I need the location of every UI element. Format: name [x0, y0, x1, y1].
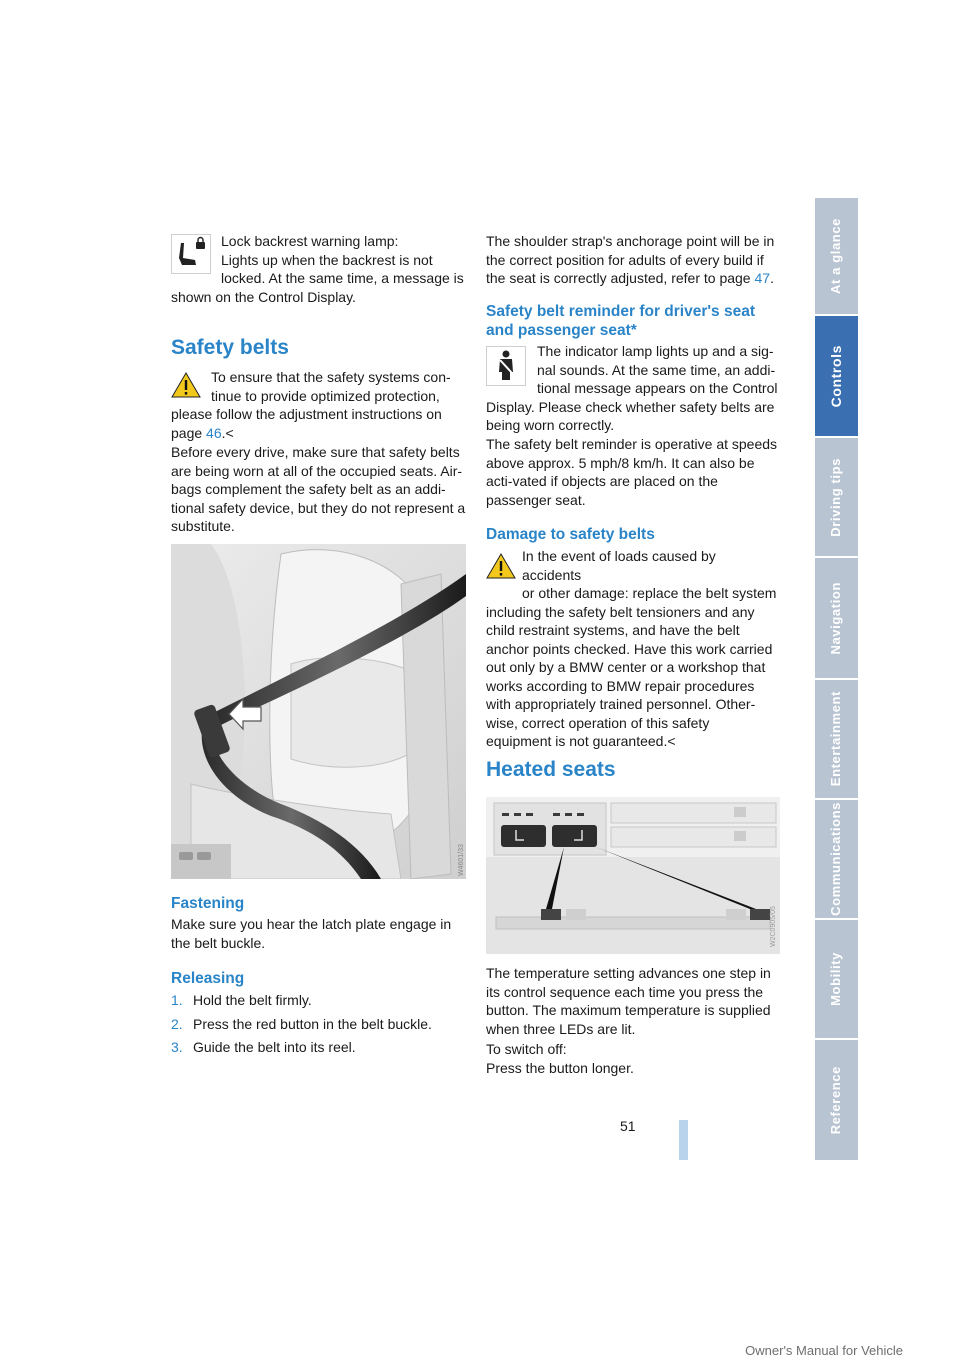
step-text: Press the red button in the belt buckle.	[193, 1015, 432, 1032]
fastening-title: Fastening	[171, 895, 245, 912]
damage-title: Damage to safety belts	[486, 526, 655, 543]
heated-paragraph: The temperature setting advances one step in its control sequence each time you press the button. The maximum temperature is supplied when three LEDs are lit.	[486, 965, 771, 1037]
safety-belts-title: Safety belts	[171, 336, 289, 359]
tab-controls[interactable]	[815, 316, 858, 436]
damage-text	[486, 547, 778, 751]
damage-rest: including the safety belt tensioners and any child restraint systems, and have the belt anchor points checked. Have this work carried out only by a BMW center or a workshop that works according to BMW repair procedures with appropriately trained personnel. Other-wise, correct operation of this safety equipment is not guaranteed.<	[486, 603, 773, 749]
switch-off-line1: To switch off:	[486, 1041, 567, 1057]
safety-warning	[171, 368, 466, 442]
tab-label: Communications	[828, 802, 844, 916]
safety-image-code: W4601/33	[458, 844, 465, 876]
step-number: 3.	[171, 1039, 183, 1055]
list-item	[171, 1015, 466, 1034]
tab-label: Mobility	[828, 952, 844, 1006]
reminder-paragraph: The safety belt reminder is operative at speeds above approx. 5 mph/8 km/h. It can also be acti-vated if objects are placed on the passenger seat.	[486, 436, 778, 508]
anchorage-end: .	[770, 270, 774, 286]
page-link-47[interactable]: 47	[754, 270, 771, 286]
tab-entertainment[interactable]	[815, 680, 858, 798]
tab-label: Navigation	[828, 581, 844, 655]
page-ref-prefix: page	[171, 424, 207, 441]
tab-label: Entertainment	[828, 691, 844, 787]
tab-at-a-glance[interactable]	[815, 198, 858, 314]
tab-reference[interactable]	[815, 1040, 858, 1160]
tab-label: Controls	[828, 344, 845, 408]
step-text: Hold the belt firmly.	[193, 992, 312, 1008]
releasing-title: Releasing	[171, 970, 245, 987]
safety-belts-paragraph: Before every drive, make sure that safety belts are being worn at all of the occupied seats. Air-bags complement the safety belt as an addi-tional safety device, but they do not represent a substitute.	[171, 444, 466, 534]
heated-seats-illustration	[486, 797, 780, 954]
reminder-line1: The indicator lamp lights up and a sig-	[537, 343, 774, 359]
list-item	[171, 1038, 466, 1057]
tab-label: Driving tips	[828, 457, 844, 537]
tab-mobility[interactable]	[815, 920, 858, 1038]
page-link-46[interactable]: 46	[206, 424, 222, 441]
tab-label: At a glance	[828, 218, 844, 294]
heated-image-code: W2C0905/05	[770, 906, 777, 947]
seat-belt-illustration	[171, 544, 466, 879]
step-number: 1.	[171, 992, 183, 1008]
lock-lamp-text	[171, 232, 466, 306]
step-text: Guide the belt into its reel.	[193, 1039, 356, 1055]
reminder-text	[486, 342, 778, 435]
safety-warning-line1: To ensure that the safety systems con-	[211, 369, 451, 385]
tab-label: Reference	[828, 1065, 844, 1135]
footer	[0, 1340, 960, 1358]
safety-warning-line2: tinue to provide optimized protection,	[211, 387, 440, 404]
tab-communications[interactable]	[815, 800, 858, 918]
safety-warning-line3: please follow the adjustment instructions on	[171, 406, 442, 422]
safety-warning-line4	[171, 424, 466, 443]
reminder-line3: tional message appears on the Control	[537, 380, 778, 396]
damage-line2: or other damage: replace the belt system	[522, 585, 777, 601]
anchorage-paragraph	[486, 232, 778, 288]
switch-off-text	[486, 1040, 778, 1077]
footer-text: Owner's Manual for Vehicle	[745, 1343, 903, 1358]
switch-off-line2: Press the button longer.	[486, 1059, 634, 1076]
tab-driving-tips[interactable]	[815, 438, 858, 556]
list-item	[171, 991, 466, 1010]
step-number: 2.	[171, 1015, 183, 1032]
lock-lamp-line4: shown on the Control Display.	[171, 288, 356, 305]
tab-navigation[interactable]	[815, 558, 858, 678]
warning-end-mark: .<	[221, 424, 234, 441]
releasing-steps	[171, 991, 466, 1057]
lock-lamp-line2: Lights up when the backrest is not	[221, 251, 433, 268]
reminder-title: Safety belt reminder for driver's seat and passenger seat*	[486, 303, 756, 339]
reminder-line2: nal sounds. At the same time, an addi-	[537, 361, 776, 378]
damage-line1: In the event of loads caused by accidents	[522, 548, 716, 583]
heated-seats-title: Heated seats	[486, 758, 616, 781]
page-number-bar	[679, 1120, 688, 1160]
fastening-text: Make sure you hear the latch plate engage in the belt buckle.	[171, 916, 452, 951]
reminder-line4: Display. Please check whether safety belts are being worn correctly.	[486, 398, 775, 433]
lock-lamp-line1: Lock backrest warning lamp:	[221, 233, 399, 249]
page-number: 51	[620, 1118, 636, 1134]
anchorage-text: The shoulder strap's anchorage point will be in the correct position for adults of every build if the seat is correctly adjusted, refer to page	[486, 233, 775, 286]
lock-lamp-line3: locked. At the same time, a message is	[221, 270, 464, 286]
